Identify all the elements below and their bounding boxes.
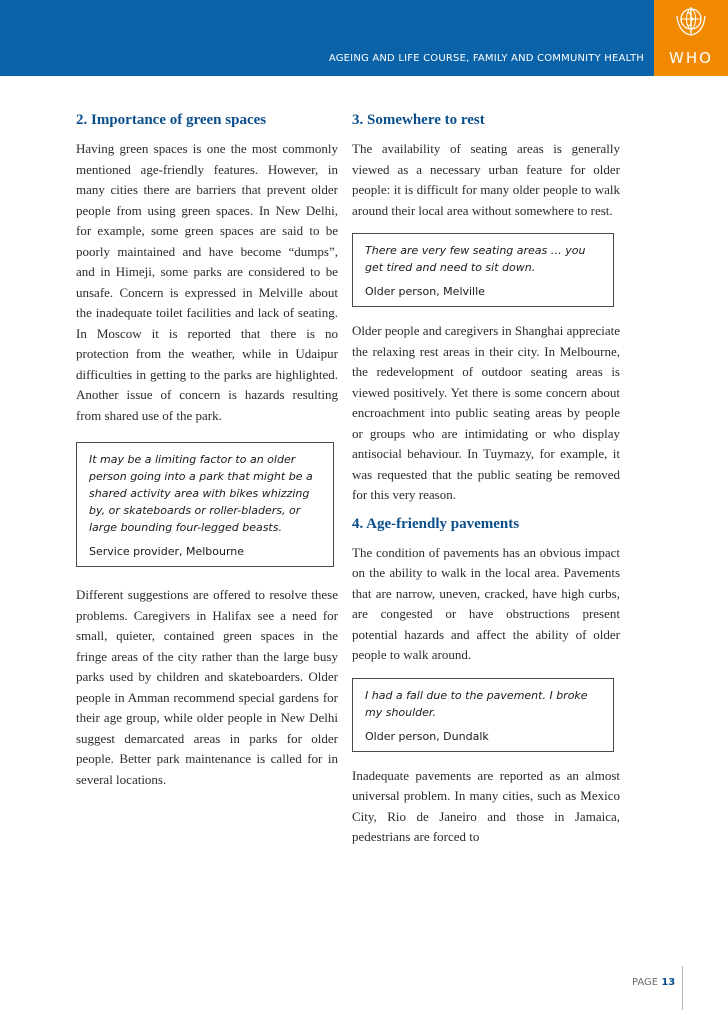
who-logo-block [654,0,728,76]
quote-source: Older person, Dundalk [365,729,489,743]
heading-somewhere-to-rest: 3. Somewhere to rest [352,112,485,128]
paragraph-rest-2: Older people and caregivers in Shanghai appreciate the relaxing rest areas in their city. In Melbourne, the redevelopment of outdoor seating areas is viewed positively. Yet there is some concern about encroachment into public seating areas by people or groups who are intimidating or who display antisocial behaviour. In Tuymazy, for example, it was requested that the public seating be removed for this very reason. [352,323,620,502]
paragraph-green-spaces-1: Having green spaces is one the most commonly mentioned age-friendly features. However, in many cities there are barriers that prevent older people from using green spaces. In New Delhi, for example, some green spaces are said to be poorly maintained and have become “dumps”, and in Himeji, some parks are considered to be unsafe. Concern is expressed in Melville about the inadequate toilet facilities and lack of seating. In Moscow it is reported that there is no protection from the weather, while in Udaipur difficulties in getting to the parks are highlighted. Another issue of concern is hazards resulting from shared use of the park. [76,141,338,423]
page-number [632,977,675,988]
quote-source: Service provider, Melbourne [89,545,245,558]
quote-box-dundalk [352,678,614,752]
right-column [352,112,620,848]
quote-text: I had a fall due to the pavement. I broke my shoulder. [365,688,588,719]
paragraph-pavements-1: The condition of pavements has an obvious impact on the ability to walk in the local area. Pavements that are narrow, uneven, cracked, have high curbs, are congested or have obstructions present potential hazards and affect the ability of older people to walk around. [352,544,620,662]
quote-text: There are very few seating areas … you get tired and need to sit down. [365,244,586,274]
who-logo-text: WHO [669,49,713,67]
quote-box-melbourne [76,442,334,567]
quote-source: Older person, Melville [365,285,485,298]
paragraph-green-spaces-2: Different suggestions are offered to resolve these problems. Caregivers in Halifax see a need for small, quieter, contained green spaces in the fringe areas of the city rather than the large busy parks used by children and skateboarders. Older people in Amman recommend special gardens for their age group, while older people in New Delhi suggest demarcated areas in parks for older people. Better park maintenance is called for in several locations. [76,587,338,787]
page-label: PAGE [632,977,659,988]
paragraph-rest-1: The availability of seating areas is generally viewed as a necessary urban feature for older people: it is difficult for many older people to walk around their local area without somewhere to rest. [352,141,620,218]
who-emblem-icon [674,4,708,38]
running-header-title: AGEING AND LIFE COURSE, FAMILY AND COMMUNITY HEALTH [328,53,644,64]
page-divider [682,966,683,1010]
header-bar [0,0,728,76]
left-column [76,112,338,790]
quote-text: It may be a limiting factor to an older person going into a park that might be a shared activity area with bikes whizzing by, or skateboards or roller-bladers, or large bounding four-legged beasts. [89,453,313,534]
heading-age-friendly-pavements: 4. Age-friendly pavements [352,515,520,532]
page-number-value: 13 [661,977,676,988]
quote-box-melville [352,233,614,307]
paragraph-pavements-2: Inadequate pavements are reported as an almost universal problem. In many cities, such as Mexico City, Rio de Janeiro and those in Jamaica, pedestrians are forced to [352,767,620,844]
heading-green-spaces: 2. Importance of green spaces [76,112,267,128]
